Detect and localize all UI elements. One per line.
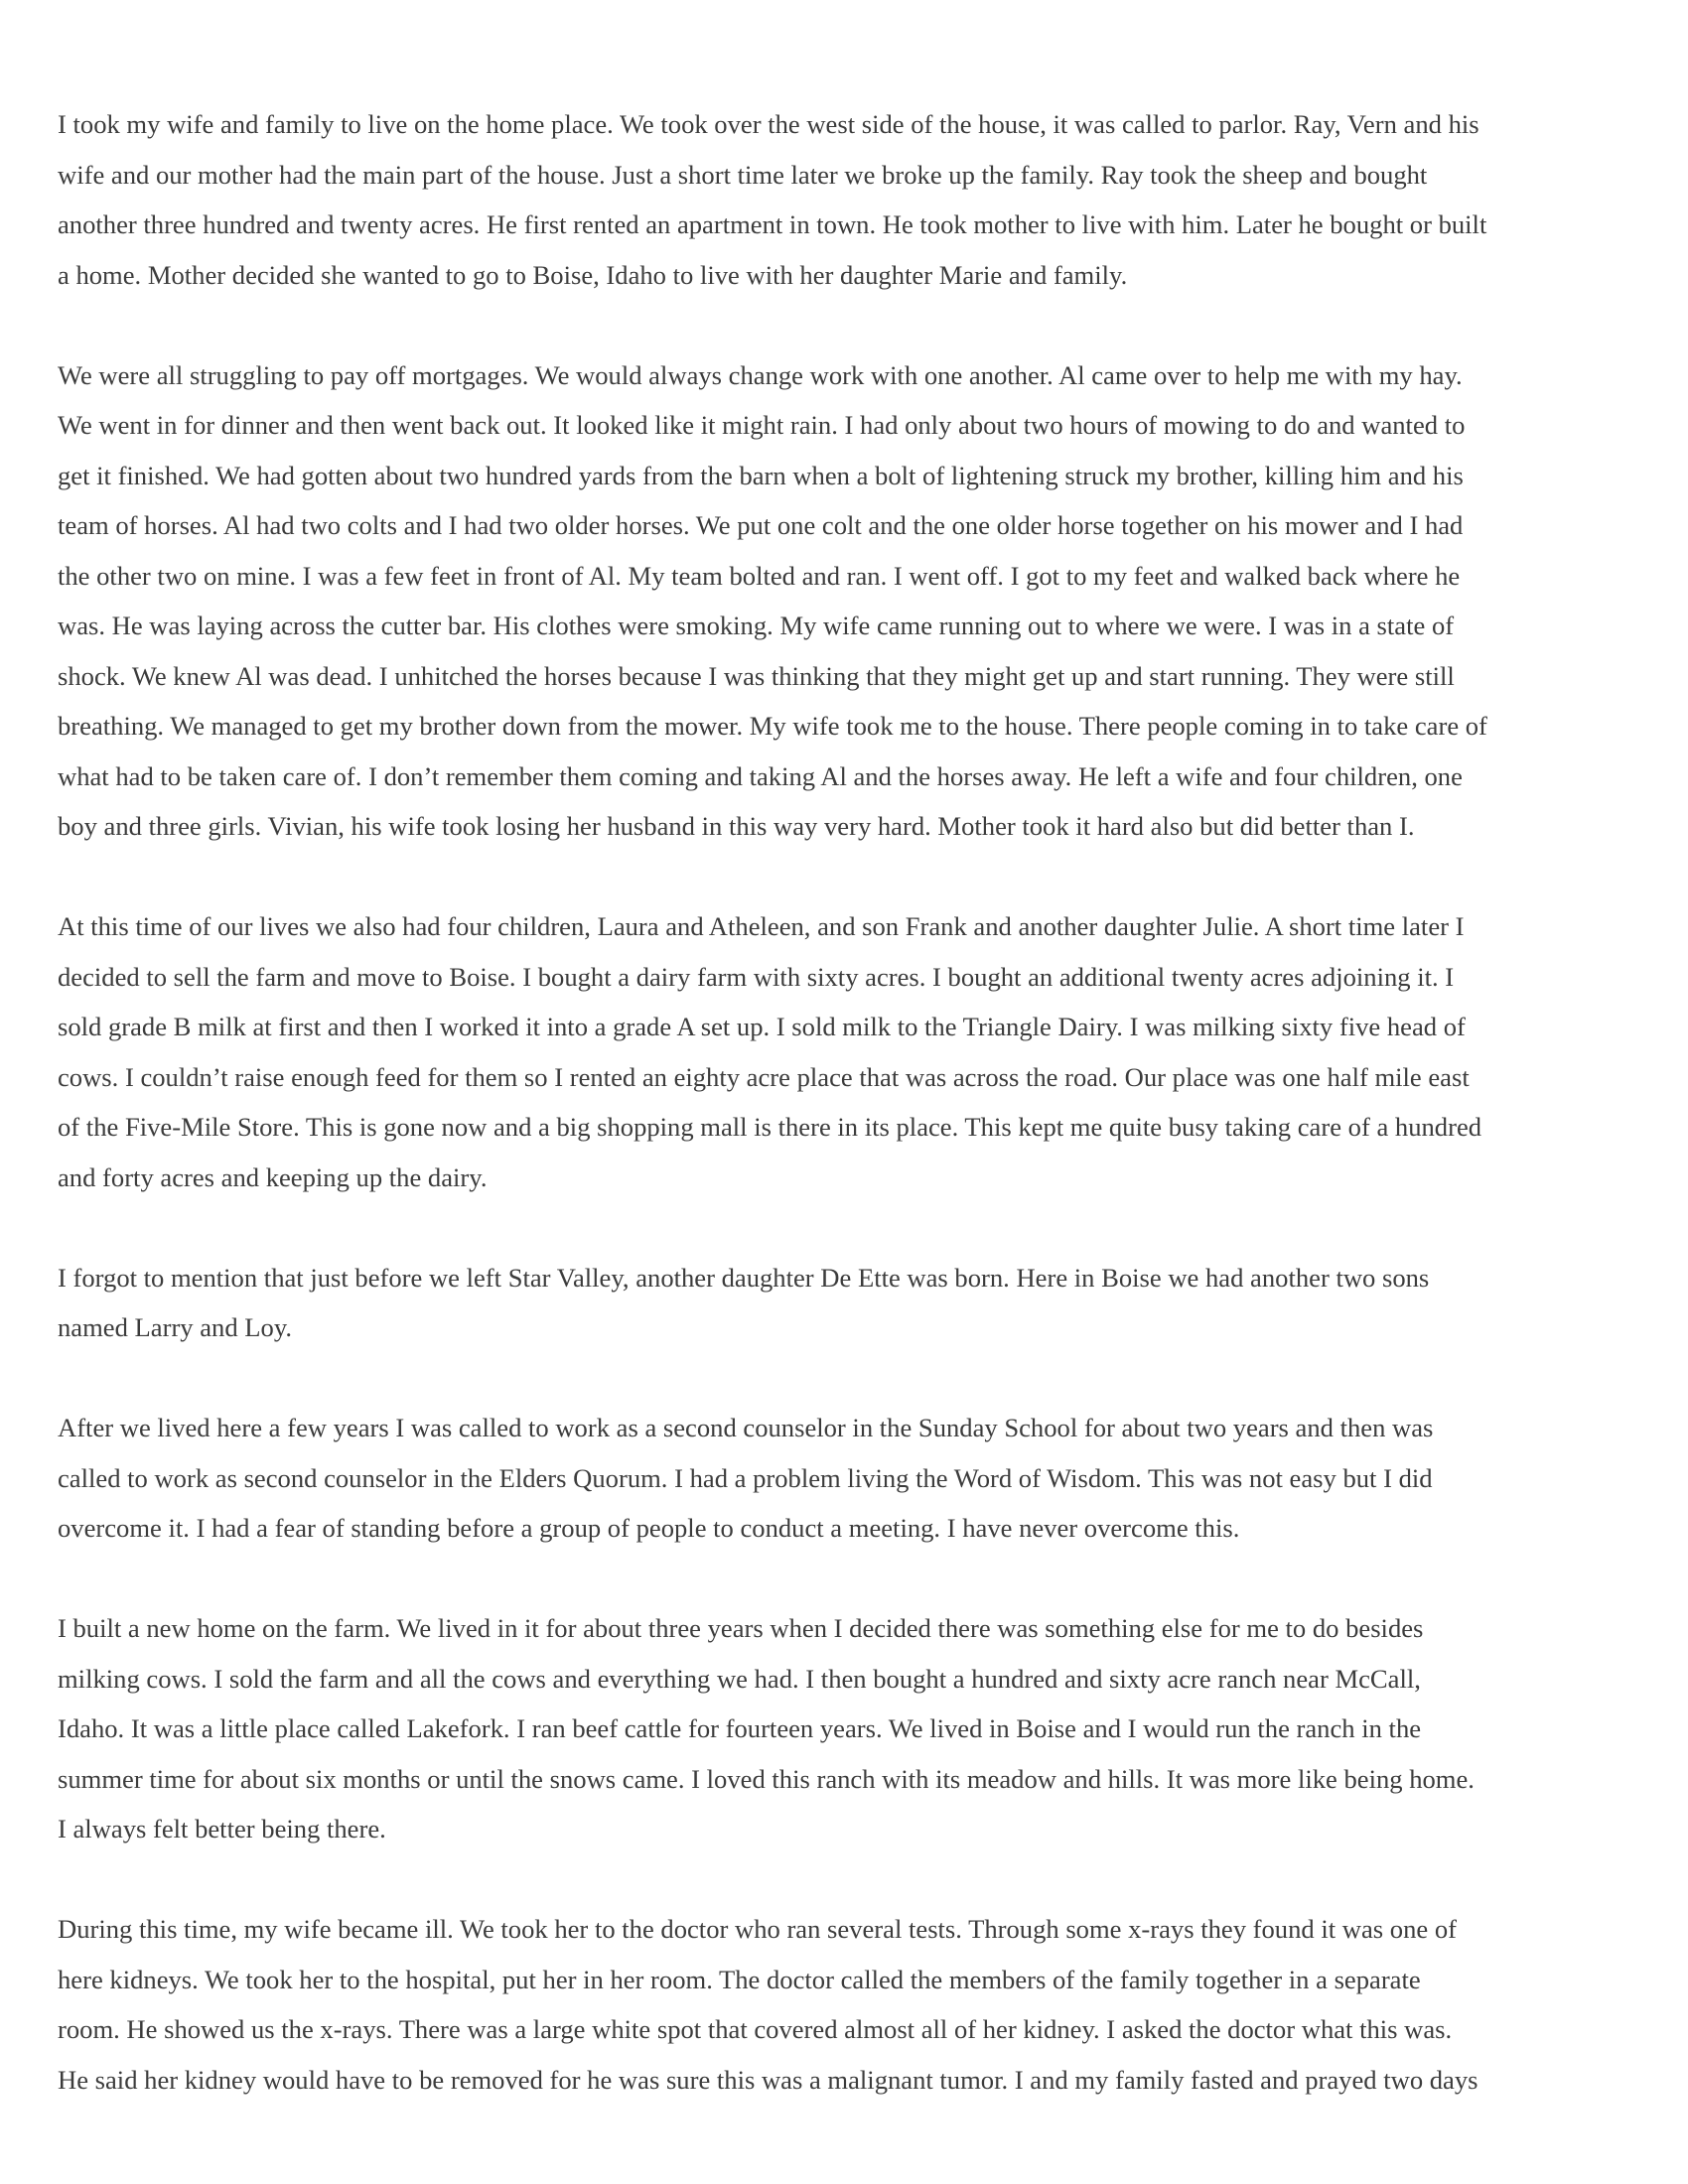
text-line: of the Five-Mile Store. This is gone now and a big shopping mall is there in its place. This kept me quite busy taking care of a hundred bbox=[58, 1112, 1482, 1142]
text-line: After we lived here a few years I was called to work as a second counselor in the Sunday School for about two years and then was bbox=[58, 1413, 1434, 1442]
paragraph bbox=[58, 350, 1646, 852]
text-line: what had to be taken care of. I don’t remember them coming and taking Al and the horses away. He left a wife and four children, one bbox=[58, 760, 1463, 791]
paragraph bbox=[58, 1904, 1646, 2105]
text-line: We went in for dinner and then went back out. It looked like it might rain. I had only about two hours of mowing to do and wanted to bbox=[58, 410, 1466, 440]
text-line: here kidneys. We took her to the hospital, put her in her room. The doctor called the members of the family together in a separate bbox=[58, 1964, 1421, 1994]
text-line: I always felt better being there. bbox=[58, 1814, 386, 1843]
text-line: wife and our mother had the main part of the house. Just a short time later we broke up the family. Ray took the sheep and bought bbox=[58, 159, 1428, 190]
text-line: breathing. We managed to get my brother down from the mower. My wife took me to the house. There people coming in to take care of bbox=[58, 711, 1487, 741]
text-line: named Larry and Loy. bbox=[58, 1312, 293, 1342]
text-line: cows. I couldn’t raise enough feed for them so I rented an eighty acre place that was across the road. Our place was one half mile east bbox=[58, 1061, 1470, 1092]
text-line: He said her kidney would have to be removed for he was sure this was a malignant tumor. I and my family fasted and prayed two days bbox=[58, 2064, 1478, 2095]
text-line: sold grade B milk at first and then I worked it into a grade A set up. I sold milk to the Triangle Dairy. I was milking sixty five head of bbox=[58, 1012, 1466, 1041]
paragraph bbox=[58, 99, 1646, 300]
text-line: At this time of our lives we also had four children, Laura and Atheleen, and son Frank and another daughter Julie. A short time later I bbox=[58, 911, 1465, 941]
text-line: overcome it. I had a fear of standing before a group of people to conduct a meeting. I have never overcome this. bbox=[58, 1513, 1240, 1543]
text-line: shock. We knew Al was dead. I unhitched the horses because I was thinking that they might get up and start running. They were still bbox=[58, 660, 1455, 691]
text-line: decided to sell the farm and move to Boise. I bought a dairy farm with sixty acres. I bought an additional twenty acres adjoining it. I bbox=[58, 961, 1455, 992]
text-line: I built a new home on the farm. We lived in it for about three years when I decided there was something else for me to do besides bbox=[58, 1613, 1424, 1643]
text-line: called to work as second counselor in the Elders Quorum. I had a problem living the Word of Wisdom. This was not easy but I did bbox=[58, 1462, 1433, 1493]
text-line: I took my wife and family to live on the home place. We took over the west side of the house, it was called to parlor. Ray, Vern and his bbox=[58, 109, 1479, 139]
text-line: boy and three girls. Vivian, his wife took losing her husband in this way very hard. Mother took it hard also but did better than I. bbox=[58, 811, 1415, 841]
paragraph bbox=[58, 1403, 1646, 1554]
text-line: During this time, my wife became ill. We took her to the doctor who ran several tests. Through some x-rays they found it was one of bbox=[58, 1914, 1457, 1944]
text-line: room. He showed us the x-rays. There was a large white spot that covered almost all of her kidney. I asked the doctor what this was. bbox=[58, 2014, 1453, 2044]
document-page bbox=[58, 99, 1646, 2105]
text-line: get it finished. We had gotten about two hundred yards from the barn when a bolt of lightening struck my brother, killing him and his bbox=[58, 460, 1464, 490]
text-line: the other two on mine. I was a few feet in front of Al. My team bolted and ran. I went off. I got to my feet and walked back where he bbox=[58, 560, 1461, 591]
text-line: and forty acres and keeping up the dairy. bbox=[58, 1161, 488, 1192]
paragraph bbox=[58, 901, 1646, 1202]
text-line: team of horses. Al had two colts and I had two older horses. We put one colt and the one older horse together on his mower and I had bbox=[58, 510, 1464, 540]
text-line: milking cows. I sold the farm and all the cows and everything we had. I then bought a hundred and sixty acre ranch near McCall, bbox=[58, 1663, 1421, 1694]
text-line: I forgot to mention that just before we left Star Valley, another daughter De Ette was born. Here in Boise we had another two sons bbox=[58, 1262, 1430, 1293]
text-line: another three hundred and twenty acres. He first rented an apartment in town. He took mother to live with him. Later he bought or built bbox=[58, 209, 1487, 239]
text-line: a home. Mother decided she wanted to go to Boise, Idaho to live with her daughter Marie and family. bbox=[58, 259, 1128, 290]
paragraph bbox=[58, 1253, 1646, 1353]
text-line: was. He was laying across the cutter bar. His clothes were smoking. My wife came running out to where we were. I was in a state of bbox=[58, 611, 1455, 640]
text-line: We were all struggling to pay off mortgages. We would always change work with one another. Al came over to help me with my hay. bbox=[58, 359, 1463, 390]
text-line: summer time for about six months or until the snows came. I loved this ranch with its meadow and hills. It was more like being home. bbox=[58, 1763, 1475, 1794]
text-line: Idaho. It was a little place called Lakefork. I ran beef cattle for fourteen years. We lived in Boise and I would run the ranch in the bbox=[58, 1713, 1422, 1743]
paragraph bbox=[58, 1603, 1646, 1854]
